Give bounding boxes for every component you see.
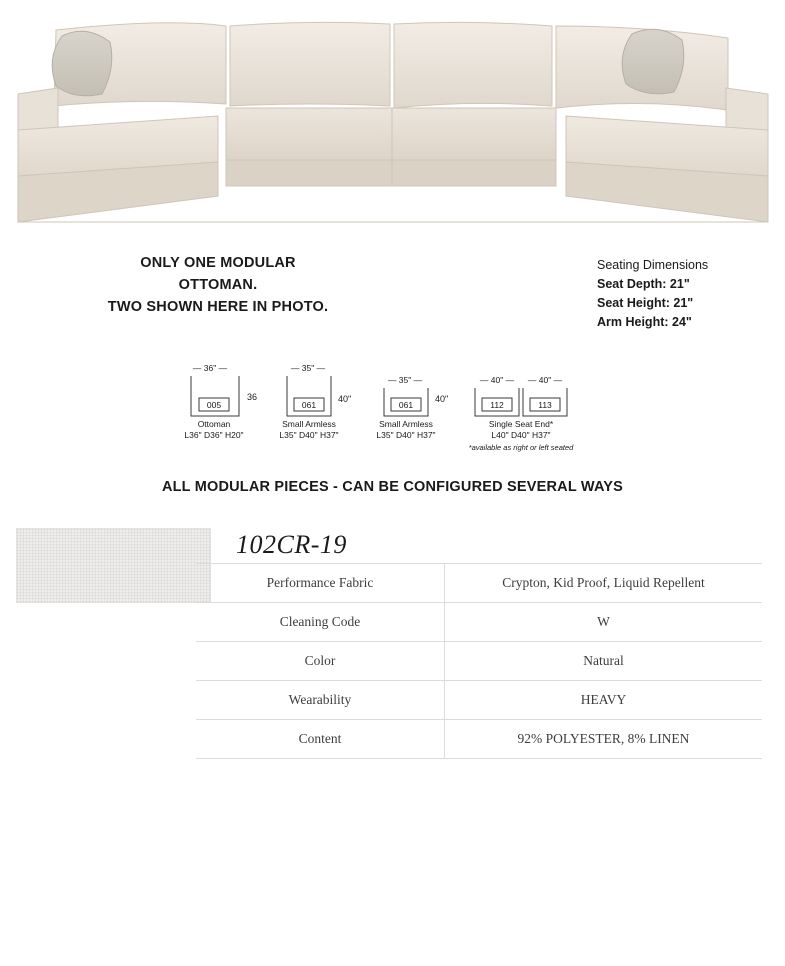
piece-1-name: Ottoman — [197, 419, 230, 429]
piece-5-code: 113 — [537, 400, 552, 410]
fabric-title: 102CR-19 — [236, 530, 347, 559]
piece-4-top-label: — 40" — — [479, 375, 514, 385]
table-row — [196, 720, 762, 759]
piece-5-top-label: — 40" — — [527, 375, 562, 385]
sofa-illustration — [0, 0, 785, 240]
seat-height: Seat Height: 21" — [597, 296, 694, 310]
piece-2-top-label: — 35" — — [290, 363, 325, 373]
piece-4-dims: L40" D40" H37" — [490, 430, 551, 440]
piece-3-dims: L35" D40" H37" — [375, 430, 436, 440]
seat-cushions — [226, 108, 556, 186]
piece-ottoman — [184, 363, 257, 440]
seating-dimensions — [597, 256, 708, 332]
piece-2-code: 061 — [301, 400, 316, 410]
piece-1-code: 005 — [206, 400, 221, 410]
piece-2-name: Small Armless — [281, 419, 336, 429]
piece-3-top-label: — 35" — — [387, 375, 422, 385]
spec-value-performance-fabric: Crypton, Kid Proof, Liquid Repellent — [445, 564, 763, 603]
piece-4-code: 112 — [489, 400, 504, 410]
spec-label-cleaning-code: Cleaning Code — [196, 603, 445, 642]
left-chaise-ottoman — [18, 116, 218, 222]
table-row — [196, 681, 762, 720]
piece-diagram-svg — [183, 358, 603, 473]
ottoman-note-line-3: TWO SHOWN HERE IN PHOTO. — [107, 299, 329, 315]
piece-1-side-label: 36 — [246, 392, 257, 402]
spec-value-cleaning-code: W — [445, 603, 763, 642]
spec-label-content: Content — [196, 720, 445, 759]
spec-value-content: 92% POLYESTER, 8% LINEN — [445, 720, 763, 759]
seating-dimensions-title: Seating Dimensions — [597, 258, 709, 272]
piece-3-code: 061 — [398, 400, 413, 410]
table-row — [196, 603, 762, 642]
ottoman-note — [18, 252, 418, 318]
spec-value-color: Natural — [445, 642, 763, 681]
spec-label-performance-fabric: Performance Fabric — [196, 564, 445, 603]
piece-single-seat-end-112 — [475, 375, 519, 416]
table-row — [196, 564, 762, 603]
sofa-graphic — [0, 0, 785, 240]
piece-single-seat-end-113 — [523, 375, 567, 416]
pieces-footnote: *available as right or left seated — [468, 443, 573, 452]
modular-piece-diagrams — [0, 358, 785, 473]
piece-small-armless-1 — [279, 363, 351, 440]
fabric-swatch — [16, 528, 211, 603]
piece-small-armless-2 — [376, 375, 448, 440]
spec-value-wearability: HEAVY — [445, 681, 763, 720]
piece-1-dims: L36" D36" H20" — [183, 430, 244, 440]
ottoman-note-line-2: OTTOMAN. — [178, 277, 258, 293]
arm-height: Arm Height: 24" — [597, 315, 692, 329]
spec-label-color: Color — [196, 642, 445, 681]
piece-1-top-label: — 36" — — [192, 363, 227, 373]
right-chaise-ottoman — [566, 116, 768, 222]
piece-3-side-label: 40" — [434, 394, 448, 404]
piece-2-side-label: 40" — [337, 394, 351, 404]
ottoman-note-line-1: ONLY ONE MODULAR — [140, 255, 296, 271]
table-row — [196, 642, 762, 681]
piece-2-dims: L35" D40" H37" — [278, 430, 339, 440]
seat-depth: Seat Depth: 21" — [597, 277, 690, 291]
configuration-note: ALL MODULAR PIECES - CAN BE CONFIGURED SEVERAL WAYS — [161, 479, 624, 495]
piece-3-name: Small Armless — [378, 419, 433, 429]
piece-4-name: Single Seat End* — [488, 419, 553, 429]
spec-label-wearability: Wearability — [196, 681, 445, 720]
fabric-spec-table — [196, 563, 762, 759]
